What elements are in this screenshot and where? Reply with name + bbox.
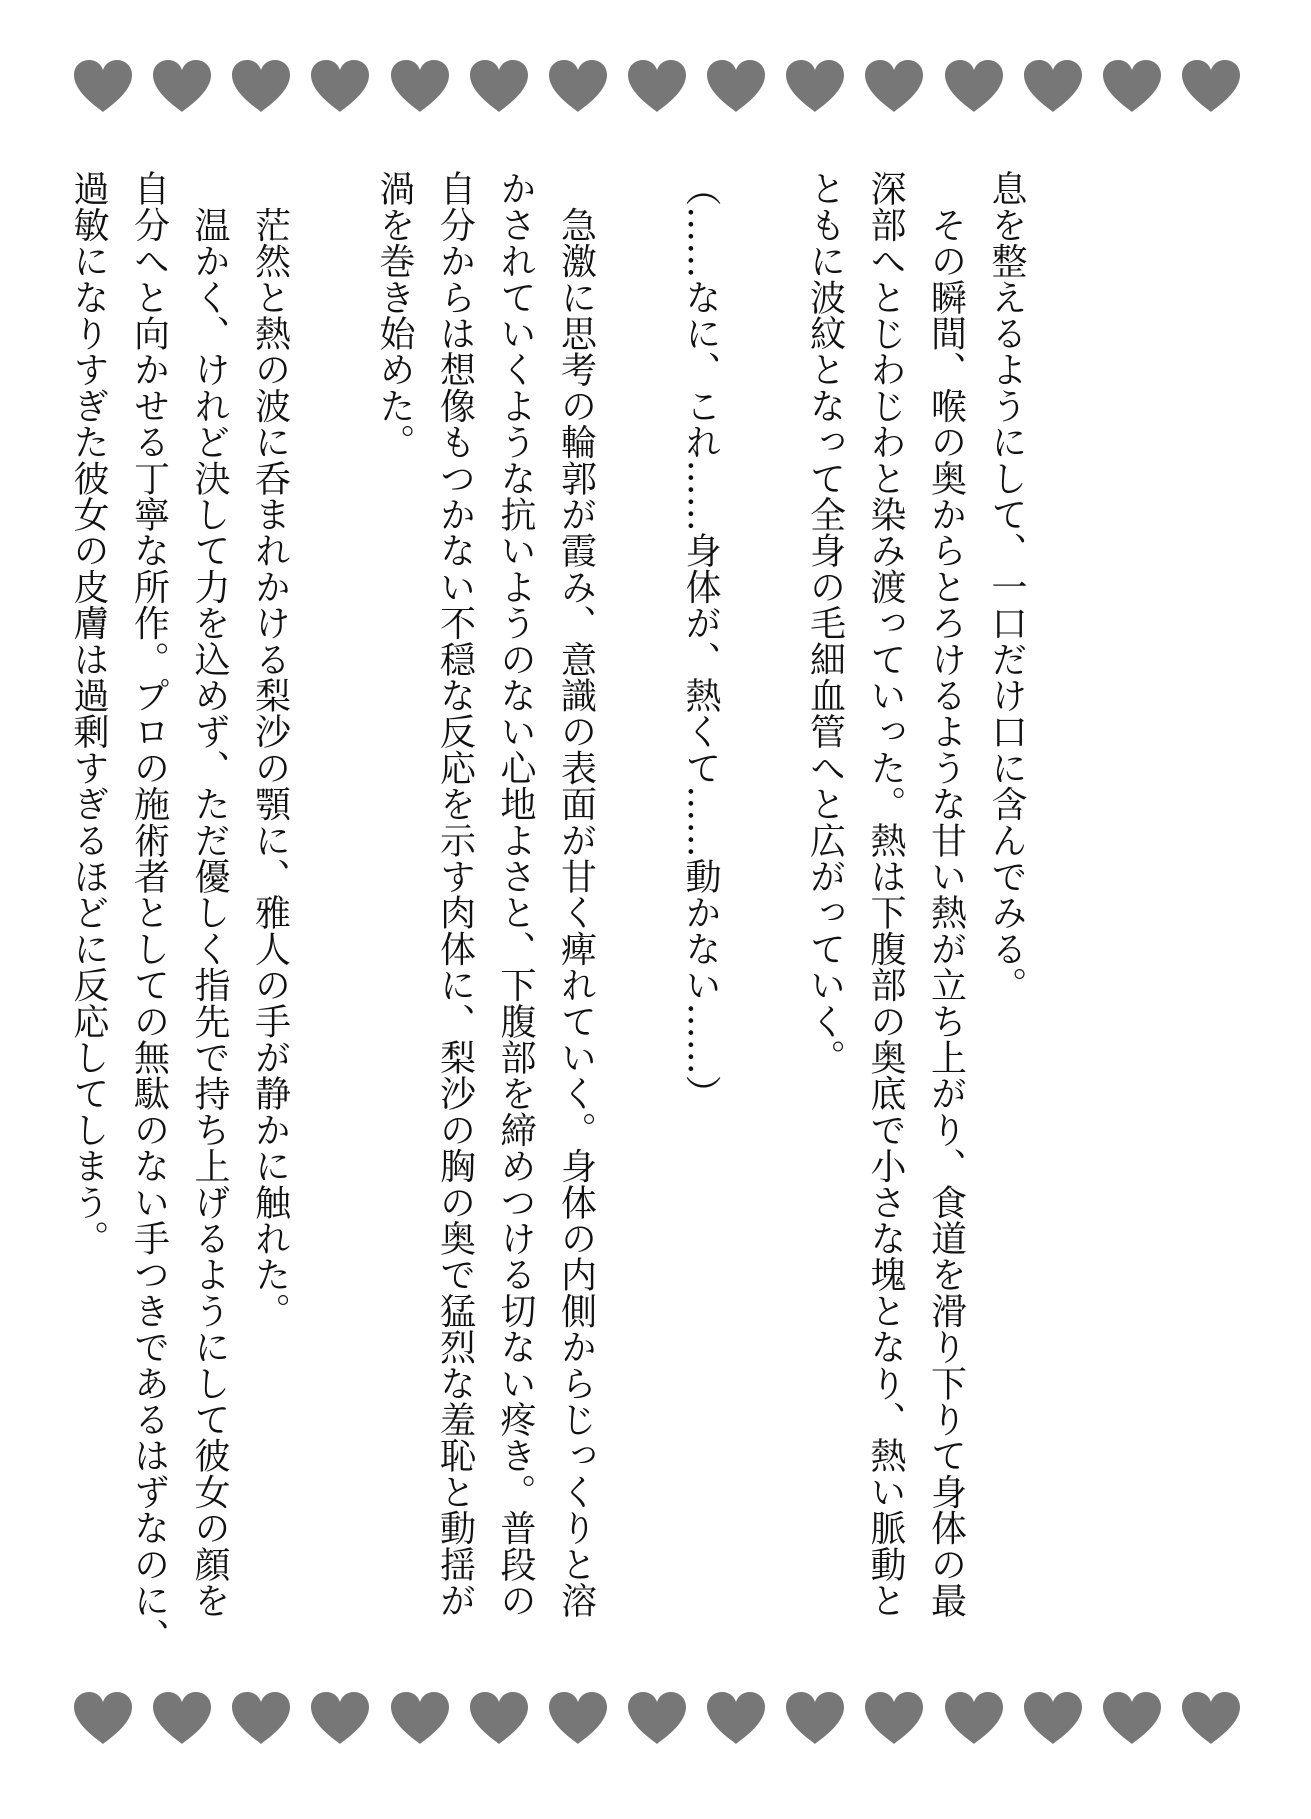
heart-icon — [626, 1691, 688, 1747]
heart-icon — [705, 1691, 767, 1747]
text-line: 急激に思考の輪郭が霞み、意識の表面が甘く痺れていく。身体の内側からじっくりと溶 — [555, 170, 597, 1618]
heart-icon — [389, 59, 451, 115]
paragraph-3 — [364, 170, 606, 1618]
heart-icon — [547, 59, 609, 115]
heart-icon — [1022, 1691, 1084, 1747]
heart-icon — [151, 1691, 213, 1747]
heart-icon — [230, 59, 292, 115]
heart-icon — [389, 1691, 451, 1747]
bottom-heart-border — [72, 1686, 1242, 1752]
heart-icon — [309, 59, 371, 115]
top-heart-border — [72, 54, 1242, 120]
paragraph-gap — [300, 170, 364, 1550]
heart-icon — [468, 59, 530, 115]
heart-icon — [72, 1691, 134, 1747]
heart-icon — [1022, 59, 1084, 115]
text-line: ともに波紋となって全身の毛細血管へと広がっていく。 — [804, 170, 846, 1075]
text-line: 渦を巻き始めた。 — [374, 170, 415, 460]
heart-icon — [784, 1691, 846, 1747]
heart-icon — [151, 59, 213, 115]
heart-icon — [309, 1691, 371, 1747]
text-line: （……なに、これ……身体が、熱くて……動かない……） — [680, 170, 721, 1112]
text-line: かされていくような抗いようのない心地よさと、下腹部を締めつける切ない疼き。普段の — [495, 170, 536, 1618]
text-line: 茫然と熱の波に呑まれかける梨沙の顎に、雅人の手が静かに触れた。 — [249, 170, 291, 1329]
paragraph-gap — [606, 170, 670, 1550]
text-line: 過敏になりすぎた彼女の皮膚は過剰すぎるほどに反応してしまう。 — [68, 170, 109, 1256]
heart-icon — [626, 59, 688, 115]
heart-icon — [863, 59, 925, 115]
heart-icon — [1101, 1691, 1163, 1747]
heart-icon — [1101, 59, 1163, 115]
vertical-text-body — [58, 170, 1037, 1655]
heart-icon — [1180, 1691, 1242, 1747]
heart-icon — [943, 1691, 1005, 1747]
text-line: 自分からは想像もつかない不穏な反応を示す肉体に、梨沙の胸の奥で猛烈な羞恥と動揺が — [434, 170, 476, 1618]
heart-icon — [230, 1691, 292, 1747]
heart-icon — [863, 1691, 925, 1747]
text-line: その瞬間、喉の奥からとろけるような甘い熱が立ち上がり、食道を滑り下りて身体の最 — [925, 170, 967, 1618]
text-line: 温かく、けれど決して力を込めず、ただ優しく指先で持ち上げるようにして彼女の顔を — [189, 170, 230, 1618]
text-line: 深部へとじわじわと染み渡っていった。熱は下腹部の奥底で小さな塊となり、熱い脈動と — [865, 170, 906, 1618]
heart-icon — [547, 1691, 609, 1747]
heart-icon — [1180, 59, 1242, 115]
text-line: 自分へと向かせる丁寧な所作。プロの施術者としての無駄のない手つきであるはずなのに、 — [128, 170, 170, 1655]
heart-icon — [784, 59, 846, 115]
heart-icon — [72, 59, 134, 115]
heart-icon — [943, 59, 1005, 115]
heart-icon — [468, 1691, 530, 1747]
paragraph-1 — [794, 170, 1036, 1618]
paragraph-4 — [58, 170, 300, 1655]
paragraph-2-inner-thought — [670, 170, 731, 1550]
text-line: 息を整えるようにして、一口だけ口に含んでみる。 — [986, 170, 1027, 1003]
paragraph-gap — [730, 170, 794, 1550]
heart-icon — [705, 59, 767, 115]
